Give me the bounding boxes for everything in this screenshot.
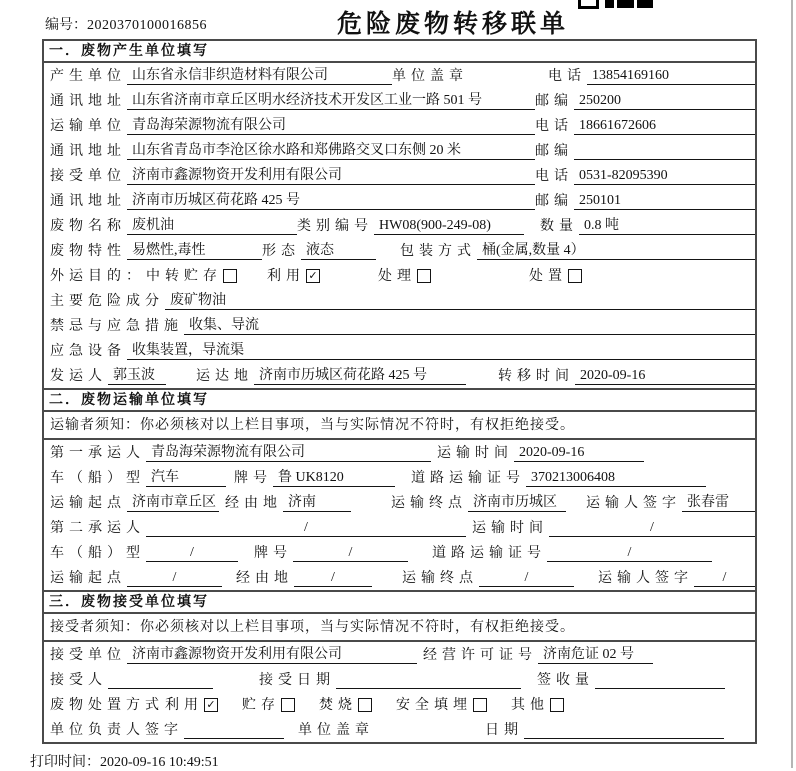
field-value: 济南危证 02 号 [538, 646, 653, 664]
field-value: 0531-82095390 [574, 167, 755, 185]
field-label: 单位盖章 [392, 69, 468, 84]
field-label: 发运人 [50, 369, 107, 384]
form-row [44, 238, 755, 263]
field-label: 运输单位 [50, 119, 126, 134]
form-row [44, 213, 755, 238]
field-label: 运达地 [196, 369, 253, 384]
spacer [395, 486, 411, 487]
spacer [724, 738, 755, 739]
field-label: 通讯地址 [50, 194, 126, 209]
field-value: 汽车 [146, 469, 226, 487]
field-label: 电话 [535, 119, 573, 134]
field-value: 2020-09-16 [575, 367, 755, 385]
field-label: 日期 [485, 723, 523, 738]
field-value: 青岛海荣源物流有限公司 [146, 444, 431, 462]
print-time-value: 2020-09-16 10:49:51 [100, 755, 219, 770]
checkbox-label: 焚烧 [319, 698, 357, 713]
manifest-form [42, 39, 757, 744]
checkbox-label: 处置 [529, 269, 567, 284]
spacer [469, 84, 548, 85]
field-label: 运输人签字 [586, 496, 681, 511]
field-label: 运输终点 [402, 571, 478, 586]
field-label: 转移时间 [498, 369, 574, 384]
spacer [320, 284, 378, 285]
page-title: 危险废物转移联单 [336, 9, 569, 38]
checkbox-unchecked [550, 698, 564, 712]
spacer [237, 284, 267, 285]
checkbox-label: 中转贮存 [146, 269, 222, 284]
field-label: 运输人签字 [598, 571, 693, 586]
form-row [44, 642, 755, 667]
field-label: 电话 [548, 69, 586, 84]
field-label: 废物特性 [50, 244, 126, 259]
checkbox-label: 利用 [267, 269, 305, 284]
spacer [706, 486, 755, 487]
field-value: 济南市鑫源物资开发利用有限公司 [127, 167, 535, 185]
field-value [595, 688, 725, 689]
field-value: 郭玉波 [108, 367, 166, 385]
field-value: 济南市章丘区 [127, 494, 219, 512]
form-row [44, 88, 755, 113]
field-label: 接受日期 [259, 673, 335, 688]
form-row [44, 313, 755, 338]
field-value: / [127, 569, 222, 587]
spacer [226, 486, 234, 487]
field-label: 邮编 [535, 194, 573, 209]
field-label: 运输起点 [50, 496, 126, 511]
field-label: 邮编 [535, 144, 573, 159]
form-row [44, 515, 755, 540]
form-row [44, 63, 755, 88]
spacer [375, 738, 485, 739]
field-value: 青岛海荣源物流有限公司 [127, 117, 535, 135]
checkbox-label: 安全填埋 [396, 698, 472, 713]
field-value: 0.8 吨 [579, 217, 755, 235]
field-value: 250101 [574, 192, 755, 210]
checkbox-label: 贮存 [242, 698, 280, 713]
form-row [44, 138, 755, 163]
print-time-line [30, 751, 219, 771]
field-value: 济南 [283, 494, 351, 512]
spacer [218, 713, 242, 714]
field-value [108, 688, 213, 689]
field-label: 签收量 [537, 673, 594, 688]
spacer [574, 586, 598, 587]
field-label: 运输终点 [391, 496, 467, 511]
field-value: / [547, 544, 712, 562]
notice-row [44, 412, 755, 440]
field-value [184, 738, 284, 739]
field-label: 邮编 [535, 94, 573, 109]
field-value: 山东省济南市章丘区明水经济技术开发区工业一路 501 号 [127, 92, 535, 110]
spacer [376, 259, 400, 260]
form-row [44, 288, 755, 313]
field-value: 易燃性,毒性 [127, 242, 262, 260]
field-label: 类别编号 [297, 219, 373, 234]
checkbox-checked: ✓ [204, 698, 218, 712]
checkbox-unchecked [223, 269, 237, 283]
field-value: / [146, 519, 466, 537]
checkbox-checked: ✓ [306, 269, 320, 283]
field-value: 2020-09-16 [514, 444, 644, 462]
field-value: 济南市历城区 [468, 494, 566, 512]
form-row [44, 565, 755, 590]
field-label: 牌号 [254, 546, 292, 561]
field-label: 数量 [540, 219, 578, 234]
spacer [712, 561, 755, 562]
form-row [44, 440, 755, 465]
section-header: 一．废物产生单位填写 [44, 41, 755, 63]
page-edge-line [791, 0, 793, 768]
print-time-label: 打印时间： [30, 755, 100, 770]
field-value [336, 688, 521, 689]
spacer [213, 688, 259, 689]
form-row [44, 490, 755, 515]
checkbox-label: 其他 [511, 698, 549, 713]
spacer [222, 586, 236, 587]
field-label: 废物处置方式 [50, 698, 164, 713]
field-label: 形态 [262, 244, 300, 259]
field-value: 13854169160 [587, 67, 755, 85]
field-label: 牌号 [234, 471, 272, 486]
field-label: 第一承运人 [50, 446, 145, 461]
form-row [44, 667, 755, 692]
field-label: 经营许可证号 [423, 648, 537, 663]
form-row [44, 540, 755, 565]
notice-text: 运输者须知：你必须核对以上栏目事项，当与实际情况不符时，有权拒绝接受。 [50, 417, 575, 433]
field-label: 接受单位 [50, 169, 126, 184]
field-value: / [549, 519, 755, 537]
field-value: 山东省永信非织造材料有限公司 [127, 67, 392, 85]
field-value: / [479, 569, 574, 587]
field-value: HW08(900-249-08) [374, 217, 524, 235]
spacer [295, 713, 319, 714]
field-label: 主要危险成分 [50, 294, 164, 309]
spacer [521, 688, 537, 689]
field-value: / [293, 544, 408, 562]
spacer [644, 461, 755, 462]
field-value: 250200 [574, 92, 755, 110]
checkbox-group [242, 697, 295, 714]
checkbox-group [378, 268, 431, 285]
notice-text: 接受者须知：你必须核对以上栏目事项，当与实际情况不符时，有权拒绝接受。 [50, 619, 575, 635]
checkbox-label: 利用 [165, 698, 203, 713]
field-value: / [294, 569, 372, 587]
field-value: 废矿物油 [165, 292, 755, 310]
spacer [524, 234, 540, 235]
field-value: 收集装置，导流渠 [127, 342, 755, 360]
field-value: 张春雷 [682, 494, 755, 512]
spacer [566, 511, 586, 512]
checkbox-group [529, 268, 582, 285]
field-label: 第二承运人 [50, 521, 145, 536]
field-label: 单位盖章 [298, 723, 374, 738]
field-label: 接受人 [50, 673, 107, 688]
spacer [372, 713, 396, 714]
form-row [44, 113, 755, 138]
field-value: / [694, 569, 755, 587]
checkbox-group [165, 697, 218, 714]
field-label: 运输时间 [437, 446, 513, 461]
field-label: 应急设备 [50, 344, 126, 359]
checkbox-unchecked [358, 698, 372, 712]
field-label: 道路运输证号 [411, 471, 525, 486]
notice-row [44, 614, 755, 642]
field-label: 通讯地址 [50, 94, 126, 109]
checkbox-unchecked [281, 698, 295, 712]
checkbox-unchecked [473, 698, 487, 712]
field-label: 外运目的： [50, 269, 145, 284]
serial-label: 编号： [45, 18, 87, 33]
field-value: 收集、导流 [184, 317, 755, 335]
checkbox-group [146, 268, 237, 285]
checkbox-unchecked [568, 269, 582, 283]
field-label: 接受单位 [50, 648, 126, 663]
field-value: 济南市鑫源物资开发利用有限公司 [127, 646, 417, 664]
field-value [524, 738, 724, 739]
field-label: 运输时间 [472, 521, 548, 536]
field-label: 包装方式 [400, 244, 476, 259]
field-value: 18661672606 [574, 117, 755, 135]
spacer [487, 713, 511, 714]
field-label: 经由地 [236, 571, 293, 586]
spacer [653, 663, 755, 664]
field-label: 道路运输证号 [432, 546, 546, 561]
field-label: 电话 [535, 169, 573, 184]
field-label: 通讯地址 [50, 144, 126, 159]
field-value: 鲁 UK8120 [273, 469, 395, 487]
serial-value: 2020370100016856 [87, 18, 207, 33]
field-label: 车（船）型 [50, 471, 145, 486]
spacer [725, 688, 755, 689]
spacer [408, 561, 432, 562]
spacer [284, 738, 298, 739]
field-value: 济南市历城区荷花路 425 号 [127, 192, 535, 210]
field-label: 单位负责人签字 [50, 723, 183, 738]
checkbox-unchecked [417, 269, 431, 283]
form-row [44, 263, 755, 288]
field-label: 运输起点 [50, 571, 126, 586]
spacer [466, 384, 498, 385]
spacer [372, 586, 402, 587]
checkbox-group [267, 268, 320, 285]
spacer [166, 384, 196, 385]
form-row [44, 717, 755, 742]
field-value: 液态 [301, 242, 376, 260]
section-header: 三．废物接受单位填写 [44, 590, 755, 614]
field-value: 370213006408 [526, 469, 706, 487]
field-value: 桶(金属,数量 4） [477, 242, 755, 260]
checkbox-group [319, 697, 372, 714]
qr-code-fragment-icon [578, 0, 654, 9]
field-value: / [146, 544, 238, 562]
checkbox-group [396, 697, 487, 714]
field-label: 经由地 [225, 496, 282, 511]
form-row [44, 188, 755, 213]
form-row [44, 465, 755, 490]
form-row [44, 692, 755, 717]
form-row [44, 363, 755, 388]
field-value: 济南市历城区荷花路 425 号 [254, 367, 466, 385]
form-row [44, 163, 755, 188]
field-value: 山东省青岛市李沧区徐水路和郑佛路交叉口东侧 20 米 [127, 142, 535, 160]
checkbox-group [511, 697, 564, 714]
spacer [351, 511, 391, 512]
spacer [238, 561, 254, 562]
field-value: 废机油 [127, 217, 297, 235]
field-value [574, 159, 755, 160]
field-label: 产生单位 [50, 69, 126, 84]
field-label: 废物名称 [50, 219, 126, 234]
field-label: 车（船）型 [50, 546, 145, 561]
spacer [431, 284, 529, 285]
field-label: 禁忌与应急措施 [50, 319, 183, 334]
checkbox-label: 处理 [378, 269, 416, 284]
section-header: 二．废物运输单位填写 [44, 388, 755, 412]
form-row [44, 338, 755, 363]
